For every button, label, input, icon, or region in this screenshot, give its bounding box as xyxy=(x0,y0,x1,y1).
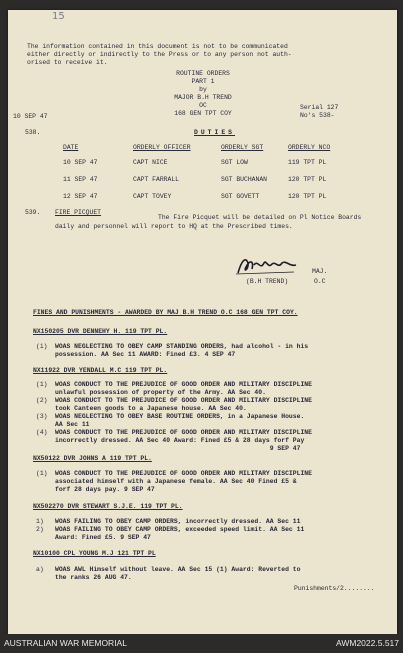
offence-text: WOAS CONDUCT TO THE PREJUDICE OF GOOD ORDER AND MILITARY DISCIPLINE xyxy=(55,429,312,436)
orders-oc: OC xyxy=(199,102,207,109)
duties-col-date: DATE xyxy=(63,144,79,151)
picquet-title: FIRE PICQUET xyxy=(55,209,102,216)
offence-text: WOAS CONDUCT TO THE PREJUDICE OF GOOD ORDER AND MILITARY DISCIPLINE xyxy=(55,397,312,404)
footer-source: AUSTRALIAN WAR MEMORIAL xyxy=(4,638,127,648)
offence-number: 1) xyxy=(36,518,44,525)
duty-officer: CAPT FARRALL xyxy=(133,176,180,183)
footer-accession: AWM2022.5.517 xyxy=(336,638,399,648)
duty-date: 12 SEP 47 xyxy=(63,193,98,200)
duty-nco: 120 TPT PL xyxy=(288,193,327,200)
signature-image xyxy=(234,255,304,277)
caveat-line-2: either directly or indirectly to the Press or to any person not auth- xyxy=(27,51,292,58)
offence-text: WOAS NEGLECTING TO OBEY CAMP STANDING ORDERS, had alcohol - in his xyxy=(55,343,309,350)
offence-text: WOAS AWL Himself without leave. AA Sec 15 (1) Award: Reverted to xyxy=(55,566,301,573)
orders-by: by xyxy=(199,86,207,93)
soldier-line: NX150205 DVR DENNEHY H. 119 TPT PL. xyxy=(33,328,168,335)
soldier-line: NX502270 DVR STEWART S.J.E. 119 TPT PL. xyxy=(33,503,183,510)
offence-text: WOAS CONDUCT TO THE PREJUDICE OF GOOD ORDER AND MILITARY DISCIPLINE xyxy=(55,470,312,477)
offence-number: (2) xyxy=(36,397,48,404)
orders-officer: MAJOR B.H TREND xyxy=(174,94,232,101)
duty-sgt: SGT GOVETT xyxy=(221,193,260,200)
offence-text: Award: Fined £5. 9 SEP 47 xyxy=(55,534,151,541)
duties-col-officer: ORDERLY OFFICER xyxy=(133,144,191,151)
duty-nco: 120 TPT PL xyxy=(288,176,327,183)
signature-name: (B.H TREND) xyxy=(246,278,289,285)
offence-number: (4) xyxy=(36,429,48,436)
offence-number: (1) xyxy=(36,470,48,477)
offence-number: (i) xyxy=(36,343,48,350)
offence-text: WOAS NEGLECTING TO OBEY BASE ROUTINE ORDERS, in a Japanese House. xyxy=(55,413,305,420)
picquet-number: 539. xyxy=(25,209,41,216)
soldier-line: NX10100 CPL YOUNG M.J 121 TPT PL xyxy=(33,550,156,557)
orders-title: ROUTINE ORDERS xyxy=(176,70,230,77)
duties-col-nco: ORDERLY NCO xyxy=(288,144,331,151)
offence-text: forf 28 days pay. 9 SEP 47 xyxy=(55,486,155,493)
fines-heading: FINES AND PUNISHMENTS - AWARDED BY MAJ B.H TREND O.C 168 GEN TPT COY. xyxy=(33,309,298,316)
offence-number: a) xyxy=(36,566,44,573)
duty-sgt: SGT BUCHANAN xyxy=(221,176,268,183)
duty-date: 10 SEP 47 xyxy=(63,159,98,166)
offence-text: incorrectly dressed. AA Sec 40 Award: Fined £5 & 28 days forf Pay xyxy=(55,437,305,444)
order-numbers: No's 538- xyxy=(300,112,335,119)
offence-number: 2) xyxy=(36,526,44,533)
caveat-line-1: The information contained in this document is not to be communicated xyxy=(27,43,288,50)
picquet-line-1: The Fire Picquet will be detailed on Pl Notice Boards xyxy=(158,214,362,221)
offence-number: (1) xyxy=(36,381,48,388)
signature-appointment: O.C xyxy=(314,278,326,285)
duties-col-sgt: ORDERLY SGT xyxy=(221,144,264,151)
document-page xyxy=(8,10,397,634)
duties-title: DUTIES xyxy=(194,129,236,136)
archive-footer xyxy=(0,634,403,653)
offence-text: unlawful possession of property of the Army. AA Sec 40. xyxy=(55,389,266,396)
offence-text: AA Sec 11 xyxy=(55,421,90,428)
offence-text: WOAS FAILING TO OBEY CAMP ORDERS, exceeded speed limit. AA Sec 11 xyxy=(55,526,305,533)
pencil-mark: 15 xyxy=(52,11,65,22)
orders-date: 10 SEP 47 xyxy=(13,113,48,120)
offence-text: 9 SEP 47 xyxy=(55,445,301,452)
serial-number: Serial 127 xyxy=(300,104,339,111)
offence-text: took Canteen goods to a Japanese house. AA Sec 40. xyxy=(55,405,247,412)
duty-date: 11 SEP 47 xyxy=(63,176,98,183)
duty-sgt: SGT LOW xyxy=(221,159,248,166)
duty-officer: CAPT NICE xyxy=(133,159,168,166)
duty-nco: 119 TPT PL xyxy=(288,159,327,166)
duty-officer: CAPT TOVEY xyxy=(133,193,172,200)
orders-unit: 168 GEN TPT COY xyxy=(174,110,232,117)
offence-text: the ranks 26 AUG 47. xyxy=(55,574,132,581)
caveat-line-3: orised to receive it. xyxy=(27,59,108,66)
picquet-line-2: daily and personnel will report to HQ at the Prescribed times. xyxy=(55,223,293,230)
offence-text: WOAS FAILING TO OBEY CAMP ORDERS, incorrectly dressed. AA Sec 11 xyxy=(55,518,301,525)
orders-part: PART 1 xyxy=(191,78,215,85)
soldier-line: NX11922 DVR YENDALL M.C 119 TPT PL. xyxy=(33,367,168,374)
offence-number: (3) xyxy=(36,413,48,420)
offence-text: associated himself with a Japanese female. AA Sec 40 Fined £5 & xyxy=(55,478,297,485)
offence-text: possession. AA Sec 11 AWARD: Fined £3. 4 SEP 47 xyxy=(55,351,236,358)
continued-note: Punishments/2........ xyxy=(294,585,375,592)
duties-number: 538. xyxy=(25,129,41,136)
signature-rank: MAJ. xyxy=(312,268,328,275)
offence-text: WOAS CONDUCT TO THE PREJUDICE OF GOOD ORDER AND MILITARY DISCIPLINE xyxy=(55,381,312,388)
soldier-line: NX50122 DVR JOHNS A 119 TPT PL. xyxy=(33,455,152,462)
